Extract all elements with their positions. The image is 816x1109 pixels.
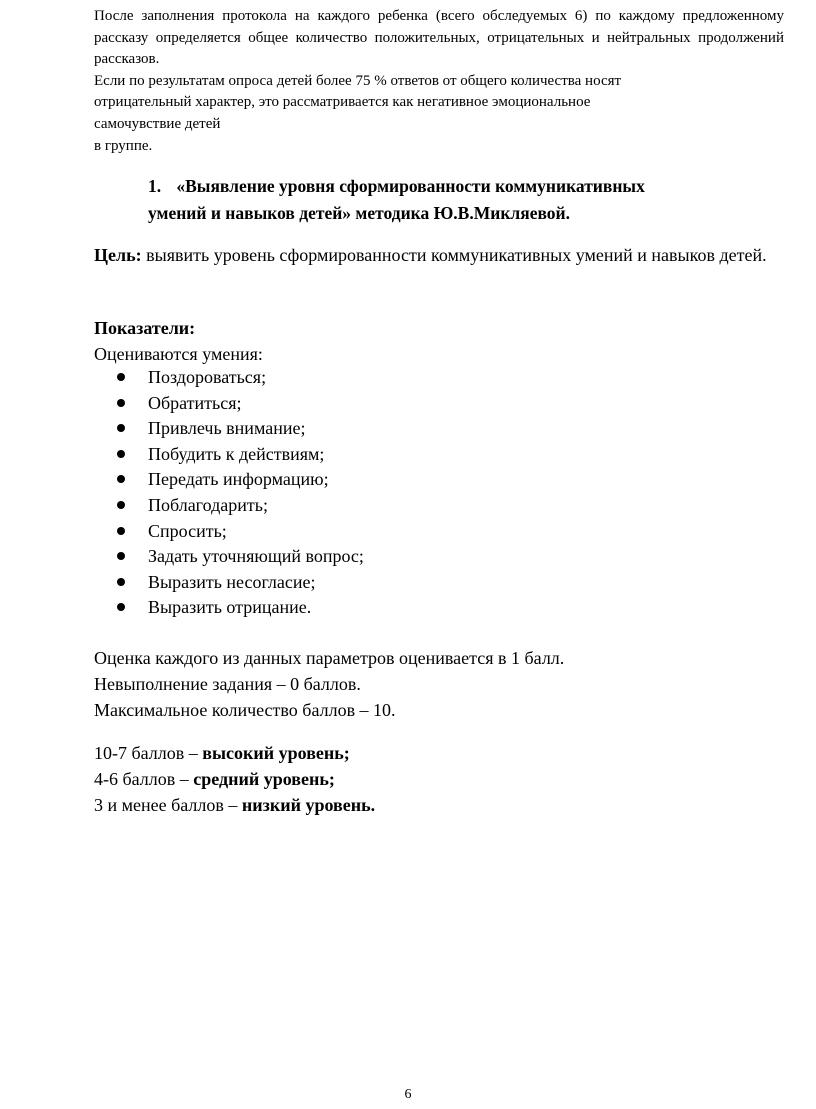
bullet-icon <box>117 552 125 560</box>
level-high: 10-7 баллов – высокий уровень; <box>94 743 350 763</box>
goal-paragraph <box>94 242 784 269</box>
list-item: Выразить несогласие; <box>117 570 364 596</box>
scoring-line-1: Оценка каждого из данных параметров оценивается в 1 балл. <box>94 648 565 668</box>
skills-list <box>117 365 364 621</box>
levels-list <box>94 740 784 818</box>
bullet-icon <box>117 424 125 432</box>
bullet-icon <box>117 578 125 586</box>
bullet-icon <box>117 399 125 407</box>
scoring-rules <box>94 645 784 723</box>
list-item: Передать информацию; <box>117 467 364 493</box>
list-item: Поздороваться; <box>117 365 364 391</box>
section-heading <box>148 173 768 227</box>
page-number: 6 <box>404 1087 412 1102</box>
goal-text: выявить уровень сформированности коммуникативных умений и навыков детей. <box>141 245 767 265</box>
scoring-line-3: Максимальное количество баллов – 10. <box>94 700 396 720</box>
section-number: 1. <box>148 176 162 196</box>
list-item: Обратиться; <box>117 391 364 417</box>
intro-text <box>94 6 784 157</box>
bullet-icon <box>117 373 125 381</box>
intro-paragraph-2-line-4: в группе. <box>94 137 153 154</box>
bullet-icon <box>117 527 125 535</box>
bullet-icon <box>117 501 125 509</box>
intro-paragraph-2-line-3: самочувствие детей <box>94 115 221 132</box>
list-item: Поблагодарить; <box>117 493 364 519</box>
list-item: Побудить к действиям; <box>117 442 364 468</box>
intro-paragraph-1: После заполнения протокола на каждого ребенка (всего обследуемых 6) по каждому предложенному рассказу определяется общее количество положительных, отрицательных и нейтральных продолжений рассказов. <box>94 8 784 68</box>
list-item: Выразить отрицание. <box>117 595 364 621</box>
indicators-subtitle: Оцениваются умения: <box>94 344 263 364</box>
bullet-icon <box>117 450 125 458</box>
level-low: 3 и менее баллов – низкий уровень. <box>94 795 376 815</box>
indicators-title: Показатели: <box>94 318 196 338</box>
list-item: Задать уточняющий вопрос; <box>117 544 364 570</box>
list-item: Привлечь внимание; <box>117 416 364 442</box>
section-title-line-1: «Выявление уровня сформированности коммуникативных <box>176 176 645 196</box>
level-medium: 4-6 баллов – средний уровень; <box>94 769 335 789</box>
goal-label: Цель: <box>94 245 142 265</box>
bullet-icon <box>117 603 125 611</box>
bullet-icon <box>117 475 125 483</box>
section-title-line-2: умений и навыков детей» методика Ю.В.Микляевой. <box>148 203 570 223</box>
intro-paragraph-2-line-1: Если по результатам опроса детей более 75 % ответов от общего количества носят <box>94 72 622 89</box>
list-item: Спросить; <box>117 519 364 545</box>
intro-paragraph-2-line-2: отрицательный характер, это рассматривается как негативное эмоциональное <box>94 94 591 111</box>
scoring-line-2: Невыполнение задания – 0 баллов. <box>94 674 361 694</box>
